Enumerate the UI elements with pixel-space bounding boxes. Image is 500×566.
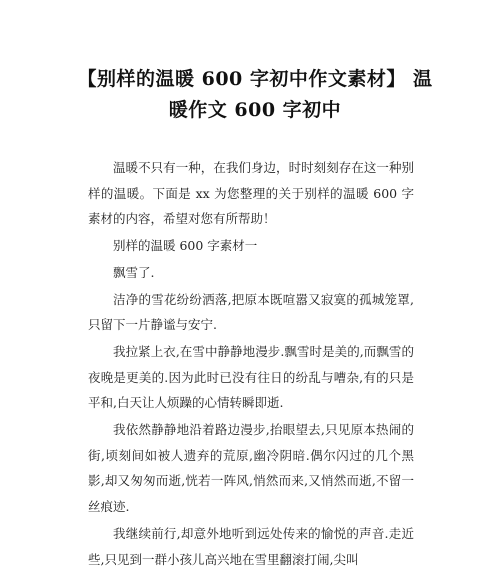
body-paragraph: 我依然静静地沿着路边漫步,抬眼望去,只见原本热闹的街,顷刻间如被人遗弃的荒原,幽冷阴暗.偶尔闪过的几个黑影,却又匆匆而逝,恍若一阵风,悄然而来,又悄然而逝,不留一丝痕迹. bbox=[88, 422, 414, 515]
intro-paragraph: 温暖不只有一种，在我们身边，时时刻刻存在这一种别样的温暖。下面是 xx 为您整理的关于别样的温暖 600 字素材的内容，希望对您有所帮助！ bbox=[88, 160, 414, 227]
body-paragraph: 我拉紧上衣,在雪中静静地漫步.飘雪时是美的,而飘雪的夜晚是更美的.因为此时已没有往日的纷乱与嘈杂,有的只是平和,白天让人烦躁的心情转瞬即逝. bbox=[88, 343, 414, 411]
body-paragraph: 我继续前行,却意外地听到远处传来的愉悦的声音.走近些,只见到一群小孩儿高兴地在雪里翻滚打闹,尖叫 bbox=[88, 525, 414, 566]
document-title: 【别样的温暖 600 字初中作文素材】 温暖作文 600 字初中 bbox=[77, 68, 433, 121]
document-body bbox=[88, 155, 414, 566]
section-heading: 别样的温暖 600 字素材一 bbox=[113, 238, 258, 254]
body-paragraph: 飘雪了. bbox=[113, 264, 155, 280]
body-paragraph: 洁净的雪花纷纷洒落,把原本既喧嚣又寂寞的孤城笼罩,只留下一片静谧与安宁. bbox=[88, 291, 414, 333]
